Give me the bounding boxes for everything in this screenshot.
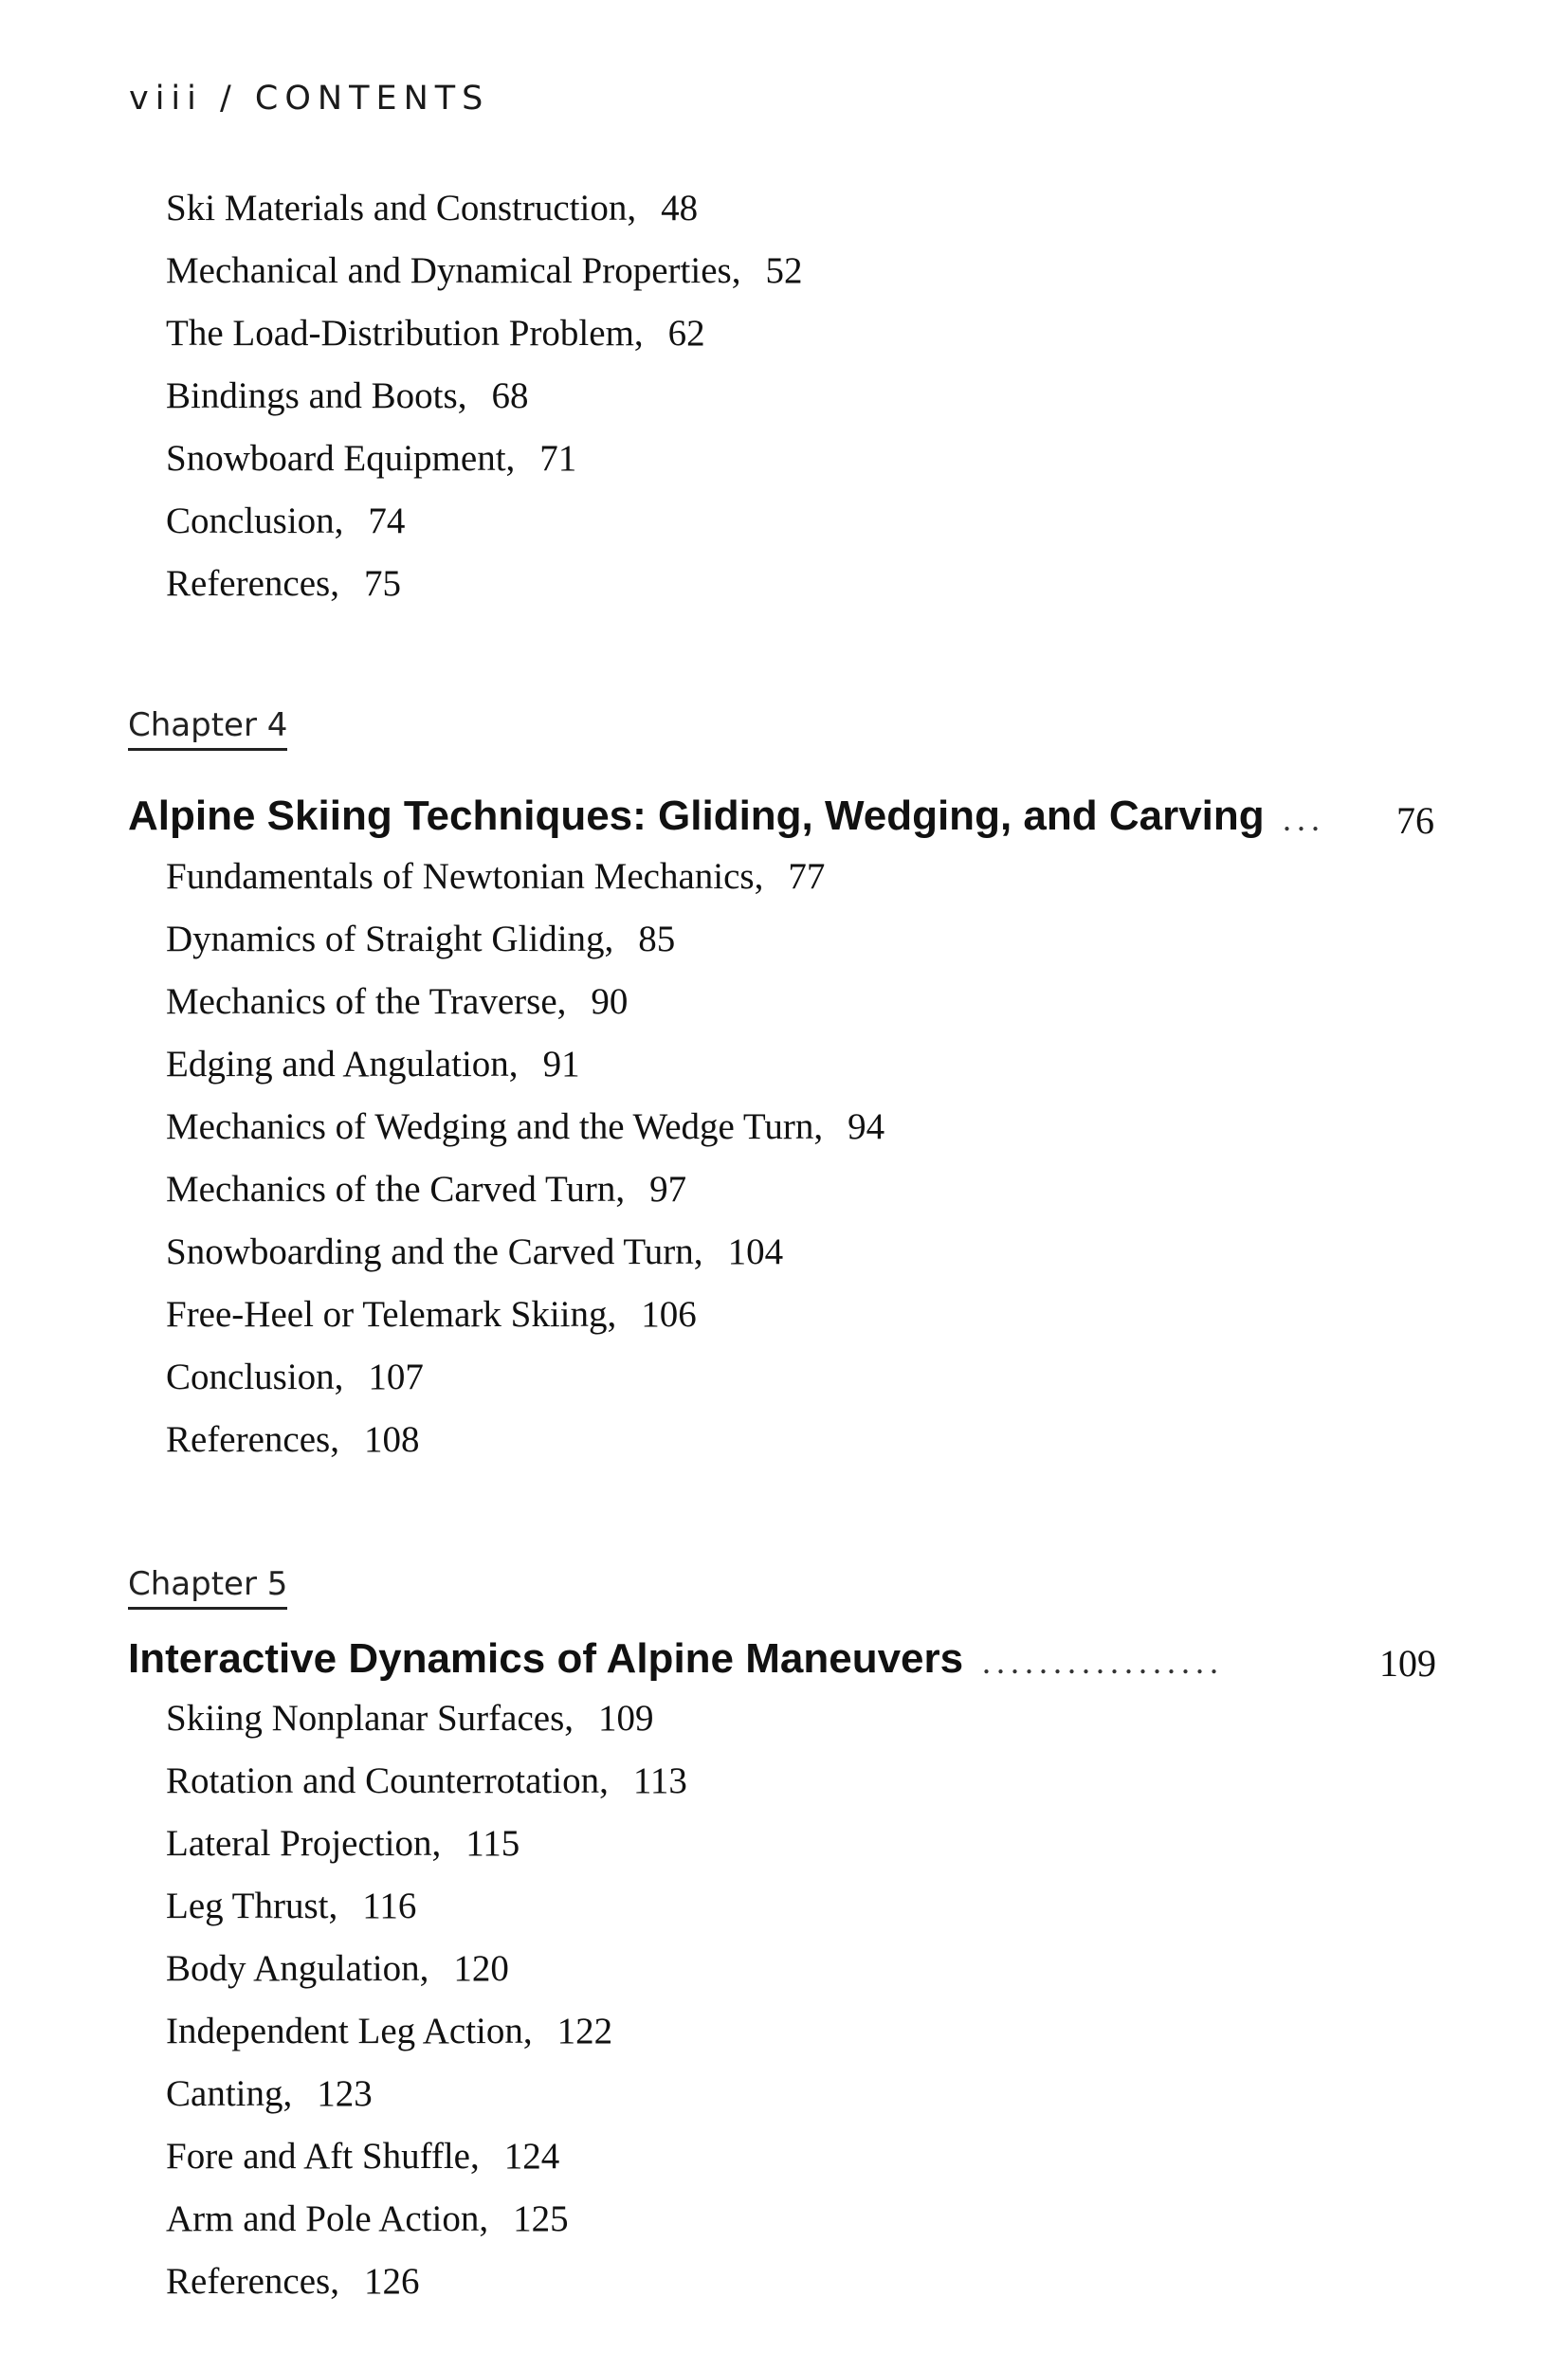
chapter-4-dot-leader: ... bbox=[1283, 800, 1325, 838]
toc-entry-title: Leg Thrust, bbox=[166, 1886, 338, 1926]
toc-entry-title: Snowboard Equipment, bbox=[166, 438, 516, 479]
toc-entry-page: 85 bbox=[638, 919, 676, 959]
toc-entry[interactable] bbox=[166, 1096, 884, 1158]
toc-entry-title: Conclusion, bbox=[166, 1357, 344, 1397]
toc-entry[interactable] bbox=[166, 1750, 687, 1813]
chapter-5-page: 109 bbox=[1379, 1642, 1436, 1685]
toc-entry-page: 71 bbox=[539, 438, 577, 479]
toc-entry-page: 52 bbox=[765, 250, 803, 291]
toc-entry-page: 74 bbox=[368, 501, 406, 541]
toc-entry-title: References, bbox=[166, 2261, 339, 2302]
toc-entry[interactable] bbox=[166, 2251, 687, 2313]
toc-entry-title: Dynamics of Straight Gliding, bbox=[166, 919, 614, 959]
toc-entry-page: 48 bbox=[661, 188, 699, 228]
toc-entry[interactable] bbox=[166, 553, 802, 615]
toc-entry-title: Mechanics of the Carved Turn, bbox=[166, 1169, 626, 1210]
toc-entry-page: 123 bbox=[317, 2073, 373, 2114]
toc-entry-page: 107 bbox=[368, 1357, 424, 1397]
toc-entry-page: 109 bbox=[598, 1698, 654, 1739]
toc-entry-page: 120 bbox=[453, 1948, 509, 1989]
toc-entry-title: Rotation and Counterrotation, bbox=[166, 1760, 609, 1801]
chapter-4-label: Chapter 4 bbox=[128, 705, 287, 751]
toc-entry-page: 91 bbox=[542, 1044, 580, 1085]
chapter-5-title[interactable]: Interactive Dynamics of Alpine Maneuvers bbox=[128, 1635, 964, 1682]
toc-entry[interactable] bbox=[166, 2000, 687, 2063]
toc-entry-page: 113 bbox=[632, 1760, 687, 1801]
chapter-5-dot-leader: ................. bbox=[982, 1643, 1224, 1681]
toc-entry-page: 62 bbox=[667, 313, 705, 354]
toc-entry[interactable] bbox=[166, 365, 802, 428]
toc-entry[interactable] bbox=[166, 1033, 884, 1096]
toc-entry-page: 77 bbox=[788, 856, 826, 897]
toc-entry[interactable] bbox=[166, 1687, 687, 1750]
toc-entry-title: Independent Leg Action, bbox=[166, 2011, 533, 2051]
toc-entry-page: 94 bbox=[848, 1106, 885, 1147]
toc-entry[interactable] bbox=[166, 240, 802, 302]
toc-entry-title: Fore and Aft Shuffle, bbox=[166, 2136, 480, 2177]
toc-entry[interactable] bbox=[166, 2063, 687, 2125]
toc-entry-title: Edging and Angulation, bbox=[166, 1044, 519, 1085]
toc-entry-page: 115 bbox=[465, 1823, 520, 1864]
toc-entry-title: Body Angulation, bbox=[166, 1948, 429, 1989]
toc-entry-page: 125 bbox=[513, 2198, 569, 2239]
toc-entry-title: The Load-Distribution Problem, bbox=[166, 313, 644, 354]
toc-entry-title: Bindings and Boots, bbox=[166, 375, 467, 416]
continued-entries-list bbox=[166, 177, 802, 615]
toc-entry[interactable] bbox=[166, 490, 802, 553]
toc-entry-title: Canting, bbox=[166, 2073, 293, 2114]
chapter-5-label: Chapter 5 bbox=[128, 1564, 287, 1610]
toc-entry[interactable] bbox=[166, 2125, 687, 2188]
toc-entry[interactable] bbox=[166, 846, 884, 908]
toc-entry-title: Mechanical and Dynamical Properties, bbox=[166, 250, 741, 291]
chapter-4-entries-list bbox=[166, 846, 884, 1471]
toc-entry-page: 116 bbox=[362, 1886, 417, 1926]
toc-entry[interactable] bbox=[166, 1284, 884, 1346]
toc-entry-title: Lateral Projection, bbox=[166, 1823, 442, 1864]
toc-entry-title: Skiing Nonplanar Surfaces, bbox=[166, 1698, 574, 1739]
toc-entry-title: Free-Heel or Telemark Skiing, bbox=[166, 1294, 617, 1335]
toc-entry[interactable] bbox=[166, 1221, 884, 1284]
toc-entry-title: References, bbox=[166, 563, 339, 604]
toc-entry[interactable] bbox=[166, 428, 802, 490]
toc-entry-title: Mechanics of the Traverse, bbox=[166, 981, 567, 1022]
toc-entry-page: 104 bbox=[727, 1231, 784, 1272]
toc-entry[interactable] bbox=[166, 177, 802, 240]
toc-entry[interactable] bbox=[166, 1938, 687, 2000]
toc-entry-page: 108 bbox=[363, 1419, 420, 1460]
toc-entry-title: References, bbox=[166, 1419, 339, 1460]
toc-entry-page: 124 bbox=[503, 2136, 560, 2177]
toc-entry-page: 75 bbox=[363, 563, 401, 604]
toc-entry[interactable] bbox=[166, 2188, 687, 2251]
toc-entry-page: 122 bbox=[556, 2011, 613, 2051]
toc-entry[interactable] bbox=[166, 908, 884, 971]
toc-entry-title: Conclusion, bbox=[166, 501, 344, 541]
toc-entry-page: 97 bbox=[649, 1169, 687, 1210]
chapter-5-entries-list bbox=[166, 1687, 687, 2313]
toc-entry-page: 106 bbox=[641, 1294, 697, 1335]
toc-entry[interactable] bbox=[166, 1158, 884, 1221]
chapter-4-page: 76 bbox=[1396, 799, 1434, 842]
toc-entry-title: Arm and Pole Action, bbox=[166, 2198, 489, 2239]
toc-entry[interactable] bbox=[166, 302, 802, 365]
toc-entry-page: 126 bbox=[363, 2261, 420, 2302]
toc-entry-page: 90 bbox=[591, 981, 629, 1022]
toc-entry[interactable] bbox=[166, 1346, 884, 1409]
toc-entry[interactable] bbox=[166, 971, 884, 1033]
toc-entry[interactable] bbox=[166, 1813, 687, 1875]
toc-entry-title: Snowboarding and the Carved Turn, bbox=[166, 1231, 703, 1272]
toc-entry-title: Fundamentals of Newtonian Mechanics, bbox=[166, 856, 764, 897]
chapter-4-title[interactable]: Alpine Skiing Techniques: Gliding, Wedging, and Carving bbox=[128, 793, 1265, 839]
toc-entry-page: 68 bbox=[491, 375, 529, 416]
running-head: viii / CONTENTS bbox=[129, 80, 490, 118]
toc-entry-title: Mechanics of Wedging and the Wedge Turn, bbox=[166, 1106, 824, 1147]
toc-entry[interactable] bbox=[166, 1409, 884, 1471]
toc-entry[interactable] bbox=[166, 1875, 687, 1938]
toc-entry-title: Ski Materials and Construction, bbox=[166, 188, 637, 228]
